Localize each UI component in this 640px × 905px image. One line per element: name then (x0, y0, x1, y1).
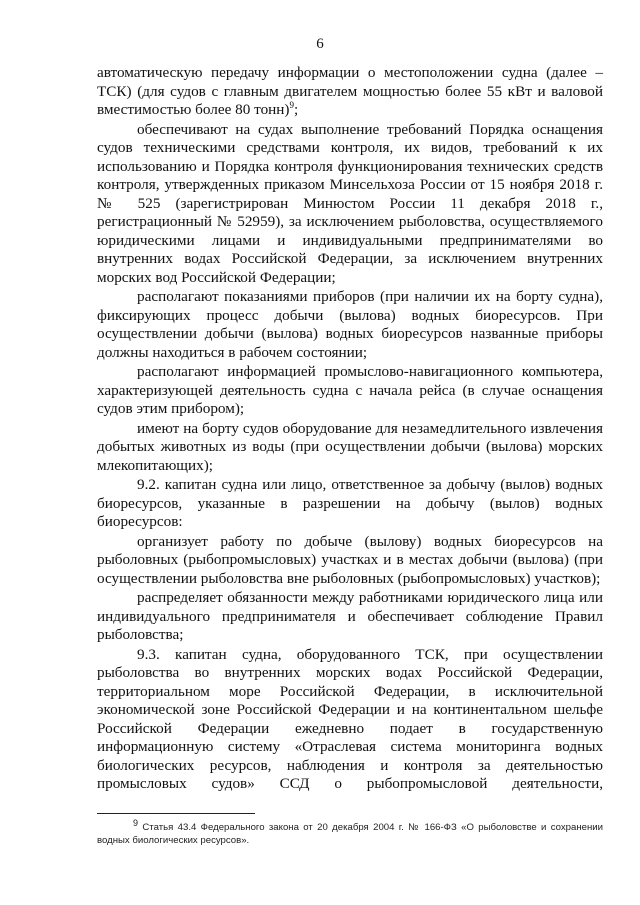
paragraph-suffix: ; (293, 101, 299, 118)
paragraph-navigation-computer: располагают информацией промыслово-навигационного компьютера, характеризующей деятельность судна с начала рейса (в случае оснащения судов этим прибором); (97, 363, 603, 417)
footnote-lead (97, 817, 603, 846)
paragraph-9-3: 9.3. капитан судна, оборудованного ТСК, при осуществлении рыболовства во внутренних морских водах Российской Федерации, территориальном море Российской Федерации, в исключительной экономической зоне Российской Федерации и на континентальном шельфе Российской Федерации ежедневно подает в государственную информационную систему «Отраслевая система мониторинга водных биологических ресурсов, наблюдения и контроля за деятельностью промысловых судов» ССД о рыбопромысловой деятельности, (97, 645, 603, 792)
paragraph-9-2: 9.2. капитан судна или лицо, ответственное за добычу (вылов) водных биоресурсов, указанные в разрешении на добычу (вылов) водных биоресурсов: (97, 476, 603, 530)
paragraph-equipment-requirements: обеспечивают на судах выполнение требований Порядка оснащения судов техническими средствами контроля, их видов, требований к их использованию и Порядка контроля функционирования технических средств контроля, утвержденных приказом Минсельхоза России от 15 ноября 2018 г. № 525 (зарегистрирован Минюстом России 11 декабря 2018 г., регистрационный № 52959), за исключением рыболовства, осуществляемого юридическими лицами и индивидуальными предпринимателями во внутренних водах Российской Федерации, за исключением внутренних морских вод Российской Федерации; (97, 120, 603, 286)
footnote-separator (97, 813, 255, 814)
footnote-marker: 9 (133, 817, 139, 828)
paragraph-organizes-work: организует работу по добыче (вылову) водных биоресурсов на рыболовных (рыбопромысловых) участках и в местах добычи (вылова) (при осуществлении рыболовства вне рыболовных (рыбопромысловых) участков); (97, 532, 603, 587)
footnote (97, 817, 603, 847)
paragraph-text: автоматическую передачу информации о местоположении судна (далее – ТСК) (для судов с главным двигателем мощностью более 55 кВт и валовой вместимостью более 80 тонн) (97, 64, 603, 118)
paragraph-distributes-duties: распределяет обязанности между работниками юридического лица или индивидуального предпринимателя и обеспечивает соблюдение Правил рыболовства; (97, 589, 603, 643)
paragraph-instrument-readings: располагают показаниями приборов (при наличии их на борту судна), фиксирующих процесс добычи (вылова) водных биоресурсов. При осуществлении добычи (вылова) водных биоресурсов названные приборы должны находиться в рабочем состоянии; (97, 288, 603, 361)
page-number: 6 (316, 36, 324, 52)
paragraph-mammal-equipment: имеют на борту судов оборудование для незамедлительного извлечения добытых животных из воды (при осуществлении добычи (вылова) морских млекопитающих); (97, 419, 603, 474)
footnote-reference: 9 (289, 99, 294, 110)
document-body (97, 64, 603, 795)
footnote-text: Статья 43.4 Федерального закона от 20 декабря 2004 г. № 166-ФЗ «О рыболовстве и сохранении водных биологических ресурсов». (97, 822, 603, 846)
paragraph-tsk (97, 64, 603, 120)
